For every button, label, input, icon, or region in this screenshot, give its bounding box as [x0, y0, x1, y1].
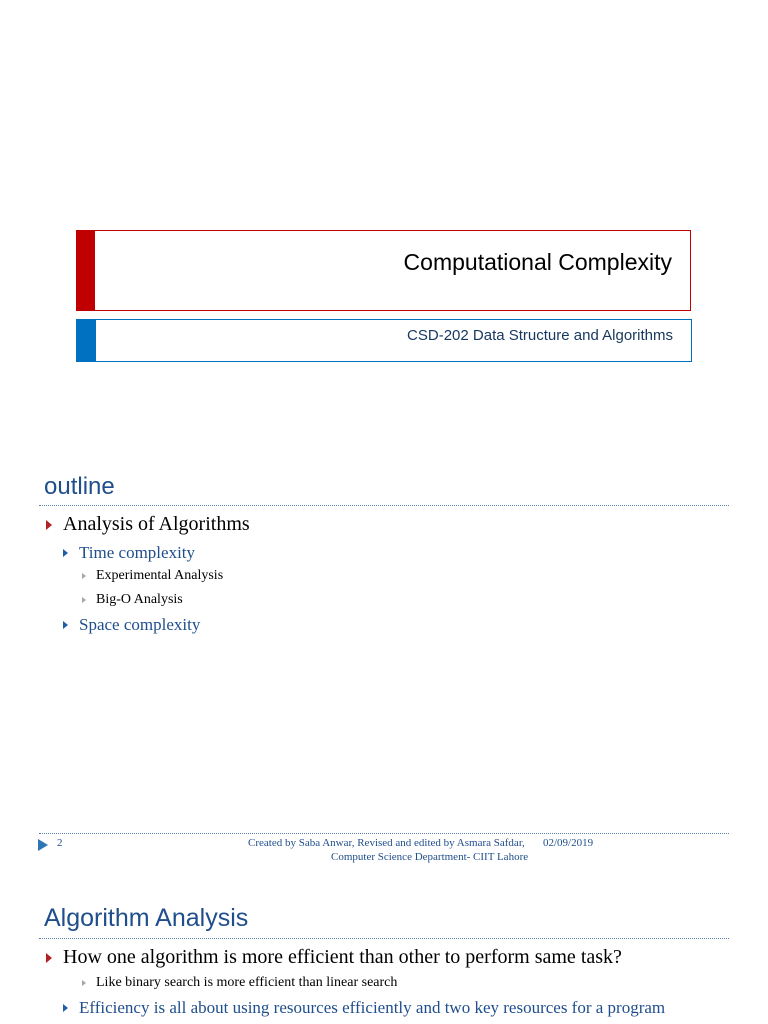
- bullet-item: [46, 513, 250, 536]
- play-arrow-icon: [38, 839, 48, 851]
- bullet-arrow-icon: [82, 573, 86, 579]
- bullet-arrow-icon: [46, 953, 52, 963]
- footer-department: Computer Science Department- CIIT Lahore: [331, 851, 529, 863]
- bullet-text: Efficiency is all about using resources efficiently and two key resources for a program: [79, 998, 666, 1017]
- outline-heading: outline: [44, 473, 115, 500]
- heading-divider: [39, 505, 729, 506]
- bullet-item: [46, 946, 622, 969]
- bullet-item: [82, 975, 397, 991]
- slide-title: Computational Complexity: [403, 249, 672, 275]
- heading-divider: [39, 938, 729, 939]
- bullet-item: [82, 568, 223, 584]
- bullet-item: [82, 592, 183, 608]
- footer-credit: Created by Saba Anwar, Revised and edited by Asmara Safdar,: [248, 837, 525, 849]
- bullet-text: How one algorithm is more efficient than other to perform same task?: [63, 946, 622, 968]
- algorithm-analysis-heading: Algorithm Analysis: [44, 904, 249, 932]
- bullet-text: Like binary search is more efficient than linear search: [96, 975, 398, 990]
- bullet-arrow-icon: [63, 1004, 68, 1012]
- title-box: [76, 230, 691, 311]
- bullet-arrow-icon: [82, 980, 86, 986]
- footer-divider: [39, 833, 729, 834]
- bullet-text: Experimental Analysis: [96, 568, 224, 583]
- title-accent-bar: [76, 230, 95, 311]
- bullet-arrow-icon: [63, 621, 68, 629]
- bullet-arrow-icon: [63, 549, 68, 557]
- bullet-arrow-icon: [82, 597, 86, 603]
- footer-date: 02/09/2019: [543, 837, 594, 849]
- page-number: 2: [57, 837, 63, 849]
- bullet-text: Time complexity: [79, 543, 196, 562]
- bullet-text: Big-O Analysis: [96, 592, 183, 607]
- bullet-text: Space complexity: [79, 615, 201, 634]
- subtitle-accent-bar: [76, 319, 96, 362]
- bullet-item: [63, 615, 200, 635]
- bullet-item: [63, 998, 665, 1018]
- subtitle-box: [76, 319, 692, 362]
- bullet-text: Analysis of Algorithms: [63, 513, 250, 535]
- bullet-arrow-icon: [46, 520, 52, 530]
- bullet-item: [63, 543, 195, 563]
- slide-subtitle: CSD-202 Data Structure and Algorithms: [407, 327, 673, 344]
